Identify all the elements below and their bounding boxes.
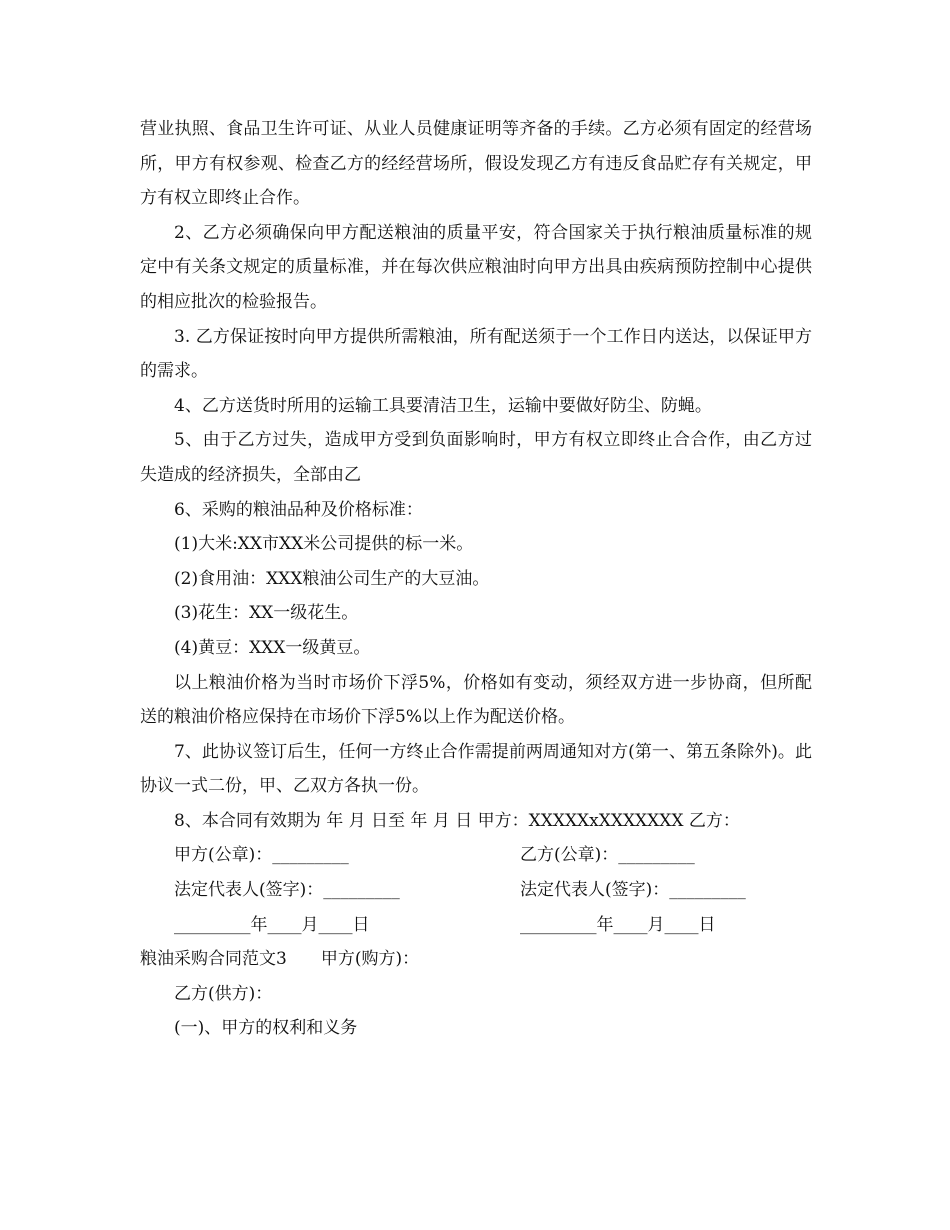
section-3-heading-1: (一)、甲方的权利和义务 — [174, 1018, 358, 1039]
party-a-seal: 甲方(公章)：_________ — [174, 845, 349, 866]
paragraph-clause-3: 3. 乙方保证按时向甲方提供所需粮油，所有配送须于一个工作日内送达，以保证甲方的需求。 — [140, 326, 812, 382]
paragraph-licenses: 营业执照、食品卫生许可证、从业人员健康证明等齐备的手续。乙方必须有固定的经营场所，甲方有权参观、检查乙方的经经营场所，假设发现乙方有违反食品贮存有关规定，甲方有权立即终止合作。 — [140, 119, 812, 209]
paragraph-clause-7: 7、此协议签订后生，任何一方终止合作需提前两周通知对方(第一、第五条除外)。此协议一式二份，甲、乙双方各执一份。 — [140, 741, 812, 797]
item-peanut: (3)花生：XX一级花生。 — [174, 603, 359, 624]
document-body — [140, 112, 812, 1046]
item-soybean: (4)黄豆：XXX一级黄豆。 — [174, 637, 371, 658]
party-a-representative: 法定代表人(签字)：_________ — [174, 880, 400, 901]
paragraph-clause-4: 4、乙方送货时所用的运输工具要清洁卫生，运输中要做好防尘、防蝇。 — [174, 395, 712, 416]
paragraph-clause-5: 5、由于乙方过失，造成甲方受到负面影响时，甲方有权立即终止合合作，由乙方过失造成的经济损失，全部由乙 — [140, 430, 812, 485]
paragraph-clause-8: 8、本合同有效期为 年 月 日至 年 月 日 甲方：XXXXXxXXXXXXX 乙方： — [174, 810, 740, 831]
section-3-title-line — [140, 942, 812, 977]
paragraph-pricing: 以上粮油价格为当时市场价下浮5%，价格如有变动，须经双方进一步协商，但所配送的粮油价格应保持在市场价下浮5%以上作为配送价格。 — [140, 672, 812, 728]
item-rice: (1)大米:XX市XX米公司提供的标一米。 — [174, 534, 474, 555]
party-b-seal: 乙方(公章)：_________ — [520, 845, 695, 866]
signature-row-seal — [140, 838, 812, 873]
signature-row-rep — [140, 873, 812, 908]
signature-row-date — [140, 908, 812, 943]
section-3-title: 粮油采购合同范文3 — [140, 949, 287, 970]
section-3-buyer: 甲方(购方)： — [320, 949, 420, 970]
section-3-seller: 乙方(供方)： — [174, 983, 273, 1004]
party-b-date: _________年____月____日 — [520, 914, 716, 935]
paragraph-clause-2: 2、乙方必须确保向甲方配送粮油的质量平安，符合国家关于执行粮油质量标准的规定中有关条文规定的质量标准，并在每次供应粮油时向甲方出具由疾病预防控制中心提供的相应批次的检验报告。 — [140, 222, 812, 312]
item-oil: (2)食用油：XXX粮油公司生产的大豆油。 — [174, 568, 490, 589]
party-a-date: _________年____月____日 — [174, 914, 370, 935]
party-b-representative: 法定代表人(签字)：_________ — [520, 880, 746, 901]
paragraph-clause-6: 6、采购的粮油品种及价格标准： — [174, 499, 423, 520]
